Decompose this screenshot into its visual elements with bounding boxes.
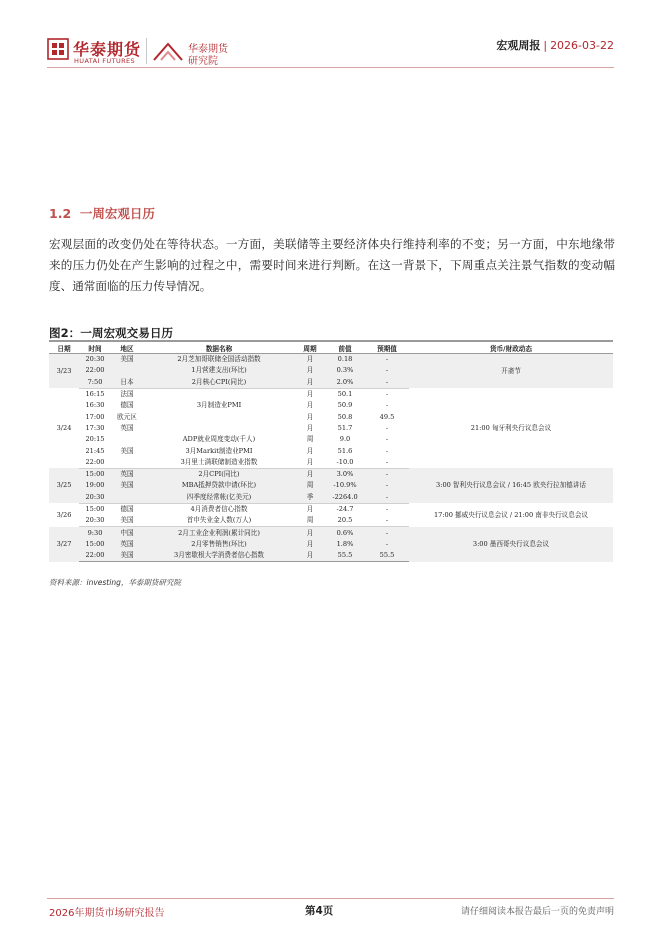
expected-cell: -	[365, 515, 409, 527]
region-cell: 德国	[120, 505, 134, 513]
table-row	[49, 388, 613, 400]
expected-cell: 49.5	[379, 412, 395, 421]
date-cell: 3/23	[49, 354, 79, 389]
name-cell: 2月CPI(同比)	[143, 468, 295, 480]
column-header: 地区	[111, 343, 143, 354]
prev-cell: 9.0	[339, 435, 351, 444]
name-cell	[143, 411, 295, 422]
name-cell	[143, 423, 295, 434]
region-cell: 英国	[120, 423, 134, 432]
column-header: 货币/财政动态	[409, 343, 613, 354]
time-cell: 22:00	[79, 457, 111, 469]
report-meta-separator: |	[543, 39, 548, 52]
column-header: 数据名称	[143, 343, 295, 354]
expected-cell: -	[365, 492, 409, 504]
date-cell: 3/27	[49, 527, 79, 562]
expected-cell: -	[365, 365, 409, 376]
period-cell: 月	[295, 550, 325, 562]
time-cell: 19:00	[79, 480, 111, 491]
region-cell: 法国	[120, 390, 134, 399]
prev-cell: 50.8	[337, 412, 353, 421]
time-cell: 20:30	[79, 515, 111, 527]
region-cell	[111, 365, 143, 376]
expected-cell: -	[385, 435, 389, 444]
date-cell: 3/24	[56, 423, 72, 432]
policy-note-cell: 3:00 智利央行议息会议 / 16:45 欧央行拉加德讲话	[409, 468, 613, 503]
name-cell: 3月里士满联储制造业指数	[143, 457, 295, 469]
prev-cell: 0.3%	[325, 365, 365, 376]
footer-rule	[47, 898, 614, 899]
figure-title: 图2：一周宏观交易日历	[49, 326, 174, 340]
prev-cell: 50.9	[337, 401, 353, 410]
section-number: 1.2	[49, 206, 72, 221]
region-cell	[111, 457, 143, 469]
period-cell: 周	[295, 515, 325, 527]
report-date: 2026-03-22	[550, 39, 614, 52]
report-meta	[496, 37, 614, 53]
time-cell: 22:00	[79, 550, 111, 562]
brand-name-cn: 华泰期货	[73, 40, 142, 59]
prev-cell: 0.6%	[325, 527, 365, 539]
policy-note-cell: 21:00 匈牙利央行议息会议	[470, 423, 552, 432]
footer-report-name: 2026年期货市场研究报告	[49, 908, 165, 919]
table-row	[49, 503, 613, 515]
expected-cell: -	[365, 354, 409, 366]
period-cell: 月	[295, 468, 325, 480]
name-cell: 3月Markit制造业PMI	[185, 446, 253, 455]
prev-cell: 50.1	[337, 390, 353, 399]
figure-top-rule	[49, 340, 613, 342]
institute-line2: 研究院	[188, 56, 218, 67]
expected-cell: -	[365, 539, 409, 550]
expected-cell: -	[385, 401, 389, 410]
time-cell: 16:15	[85, 390, 105, 399]
name-cell: ADP就业周度变动(千人)	[182, 435, 256, 444]
time-cell: 15:00	[79, 468, 111, 480]
period-cell: 月	[295, 457, 325, 469]
region-cell: 美国	[120, 446, 134, 455]
expected-cell: -	[365, 377, 409, 389]
name-cell: 3月密歇根大学消费者信心指数	[143, 550, 295, 562]
name-cell: 3月制造业PMI	[196, 401, 242, 410]
prev-cell: -10.9%	[325, 480, 365, 491]
region-cell: 英国	[111, 468, 143, 480]
prev-cell: -24.7	[336, 505, 354, 513]
expected-cell: -	[365, 480, 409, 491]
period-cell: 月	[306, 390, 314, 399]
region-cell: 德国	[120, 401, 134, 410]
time-cell: 17:00	[85, 412, 105, 421]
expected-cell: -	[385, 423, 389, 432]
period-cell: 周	[306, 435, 314, 444]
table-body	[49, 354, 613, 562]
time-cell: 20:30	[79, 354, 111, 366]
period-cell: 月	[295, 377, 325, 389]
name-cell: 2月零售销售(环比)	[143, 539, 295, 550]
time-cell: 7:50	[79, 377, 111, 389]
time-cell: 20:15	[85, 435, 105, 444]
table-row	[49, 468, 613, 480]
table-header-row	[49, 343, 613, 354]
section-heading	[49, 204, 155, 222]
policy-note-cell: 3:00 墨西哥央行议息会议	[409, 527, 613, 562]
name-cell: 首申失业金人数(万人)	[143, 515, 295, 527]
region-cell: 欧元区	[117, 412, 137, 421]
time-cell: 22:00	[79, 365, 111, 376]
table-row	[49, 527, 613, 539]
table-row	[49, 354, 613, 366]
name-cell	[143, 388, 295, 400]
time-cell: 21:45	[85, 446, 105, 455]
column-header: 日期	[49, 343, 79, 354]
prev-cell: 20.5	[325, 515, 365, 527]
prev-cell: 51.6	[337, 446, 353, 455]
period-cell: 季	[295, 492, 325, 504]
period-cell: 月	[295, 539, 325, 550]
period-cell: 月	[306, 423, 314, 432]
prev-cell: 55.5	[325, 550, 365, 562]
name-cell: 2月工业企业利润(累计同比)	[143, 527, 295, 539]
region-cell: 日本	[111, 377, 143, 389]
period-cell: 月	[306, 401, 314, 410]
prev-cell: -10.0	[325, 457, 365, 469]
time-cell: 15:00	[85, 505, 105, 513]
region-cell: 美国	[111, 550, 143, 562]
expected-cell: -	[365, 457, 409, 469]
name-cell: 四季度经常帐(亿美元)	[143, 492, 295, 504]
disclaimer-note: 请仔细阅读本报告最后一页的免责声明	[460, 907, 614, 917]
region-cell	[111, 492, 143, 504]
date-cell: 3/26	[56, 510, 72, 519]
period-cell: 周	[295, 480, 325, 491]
region-cell	[111, 434, 143, 445]
body-paragraph: 宏观层面的改变仍处在等待状态。一方面，美联储等主要经济体央行维持利率的不变；另一方面，中东地缘带来的压力仍处在产生影响的过程之中，需要时间来进行判断。在这一背景下，下周重点关注景气指数的变动幅度、通常面临的压力传导情况。	[49, 237, 615, 293]
logo-divider	[146, 38, 147, 64]
region-cell: 美国	[111, 480, 143, 491]
column-header: 时间	[79, 343, 111, 354]
time-cell: 15:00	[79, 539, 111, 550]
policy-note-cell: 开斋节	[409, 354, 613, 389]
column-header: 周期	[295, 343, 325, 354]
name-cell: 4月消费者信心指数	[190, 505, 248, 513]
prev-cell: 0.18	[325, 354, 365, 366]
brand-name-en: HUATAI FUTURES	[74, 57, 136, 65]
prev-cell: 51.7	[337, 423, 353, 432]
report-type: 宏观周报	[496, 39, 541, 52]
expected-cell: -	[385, 505, 389, 513]
macro-calendar-table	[49, 343, 613, 562]
period-cell: 月	[306, 412, 314, 421]
region-cell: 英国	[111, 539, 143, 550]
prev-cell: -2264.0	[325, 492, 365, 504]
name-cell: MBA抵押贷款申请(环比)	[143, 480, 295, 491]
name-cell: 2月核心CPI(同比)	[143, 377, 295, 389]
prev-cell: 2.0%	[325, 377, 365, 389]
region-cell: 美国	[111, 354, 143, 366]
time-cell: 17:30	[85, 423, 105, 432]
period-cell: 月	[306, 505, 314, 513]
huatai-logo-mark-icon	[47, 38, 69, 60]
figure-source: 资料来源：investing，华泰期货研究院	[49, 578, 181, 587]
page-number: 第4页	[305, 905, 334, 917]
prev-cell: 1.8%	[325, 539, 365, 550]
section-title: 一周宏观日历	[79, 206, 155, 221]
expected-cell: -	[365, 468, 409, 480]
expected-cell: -	[385, 390, 389, 399]
expected-cell: 55.5	[365, 550, 409, 562]
column-header: 预期值	[365, 343, 409, 354]
prev-cell: 3.0%	[325, 468, 365, 480]
period-cell: 月	[306, 446, 314, 455]
period-cell: 月	[295, 365, 325, 376]
policy-note-cell: 17:00 挪威央行议息会议 / 21:00 南非央行议息会议	[433, 510, 589, 519]
institute-line1: 华泰期货	[188, 44, 228, 55]
time-cell: 20:30	[79, 492, 111, 504]
expected-cell: -	[365, 527, 409, 539]
period-cell: 月	[295, 354, 325, 366]
header-rule	[47, 67, 614, 68]
column-header: 前值	[325, 343, 365, 354]
date-cell: 3/25	[49, 468, 79, 503]
name-cell: 2月芝加哥联储全国活动指数	[143, 354, 295, 366]
region-cell: 中国	[111, 527, 143, 539]
period-cell: 月	[295, 527, 325, 539]
page-header	[0, 0, 662, 70]
expected-cell: -	[385, 446, 389, 455]
time-cell: 9:30	[79, 527, 111, 539]
name-cell: 1月营建支出(环比)	[143, 365, 295, 376]
region-cell: 美国	[111, 515, 143, 527]
institute-logo-mark-icon	[152, 40, 184, 62]
time-cell: 16:30	[85, 401, 105, 410]
